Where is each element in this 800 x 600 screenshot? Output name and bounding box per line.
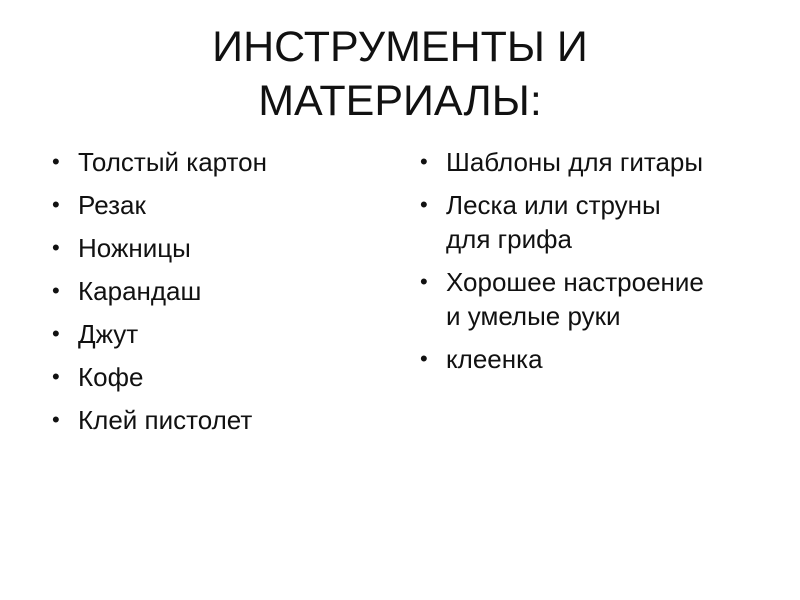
list-item-line: Клей пистолет	[78, 405, 253, 435]
list-item-line: Резак	[78, 190, 146, 220]
title-line: МАТЕРИАЛЫ:	[258, 77, 542, 125]
list-item	[52, 145, 382, 179]
list-item	[52, 231, 382, 265]
list-item-line: Толстый картон	[78, 147, 267, 177]
list-item-line: Карандаш	[78, 276, 202, 306]
list-item	[52, 274, 382, 308]
bullet-icon: •	[420, 346, 428, 371]
bullet-icon: •	[52, 278, 60, 303]
list-item	[52, 403, 382, 437]
list-item-text	[78, 188, 382, 222]
bullet-icon: •	[52, 321, 60, 346]
list-item	[52, 188, 382, 222]
list-item-text	[446, 188, 780, 256]
list-item-line: и умелые руки	[446, 301, 621, 331]
list-item-line: Ножницы	[78, 233, 191, 263]
list-item	[420, 265, 780, 333]
list-item-line: клеенка	[446, 344, 543, 374]
tools-list	[52, 145, 382, 446]
materials-list	[420, 145, 780, 385]
list-item-text	[78, 274, 382, 308]
bullet-icon: •	[52, 192, 60, 217]
list-item	[420, 188, 780, 256]
bullet-icon: •	[52, 149, 60, 174]
list-item-line: для грифа	[446, 224, 572, 254]
list-item-text	[78, 403, 382, 437]
list-item	[420, 342, 780, 376]
list-item	[52, 360, 382, 394]
list-item	[52, 317, 382, 351]
list-item-text	[78, 145, 382, 179]
bullet-icon: •	[420, 192, 428, 217]
list-item-text	[78, 317, 382, 351]
bullet-icon: •	[52, 407, 60, 432]
list-item-line: Шаблоны для гитары	[446, 147, 704, 177]
list-item-text	[446, 265, 780, 333]
list-item-text	[446, 342, 780, 376]
list-item	[420, 145, 780, 179]
list-item-text	[78, 360, 382, 394]
list-item-line: Джут	[78, 319, 139, 349]
bullet-icon: •	[420, 269, 428, 294]
bullet-icon: •	[52, 235, 60, 260]
list-item-line: Леска или струны	[446, 190, 661, 220]
title-line: ИНСТРУМЕНТЫ И	[212, 23, 588, 71]
list-item-text	[446, 145, 780, 179]
list-item-line: Хорошее настроение	[446, 267, 704, 297]
list-item-text	[78, 231, 382, 265]
slide-title	[40, 20, 760, 128]
bullet-icon: •	[52, 364, 60, 389]
list-item-line: Кофе	[78, 362, 144, 392]
bullet-icon: •	[420, 149, 428, 174]
